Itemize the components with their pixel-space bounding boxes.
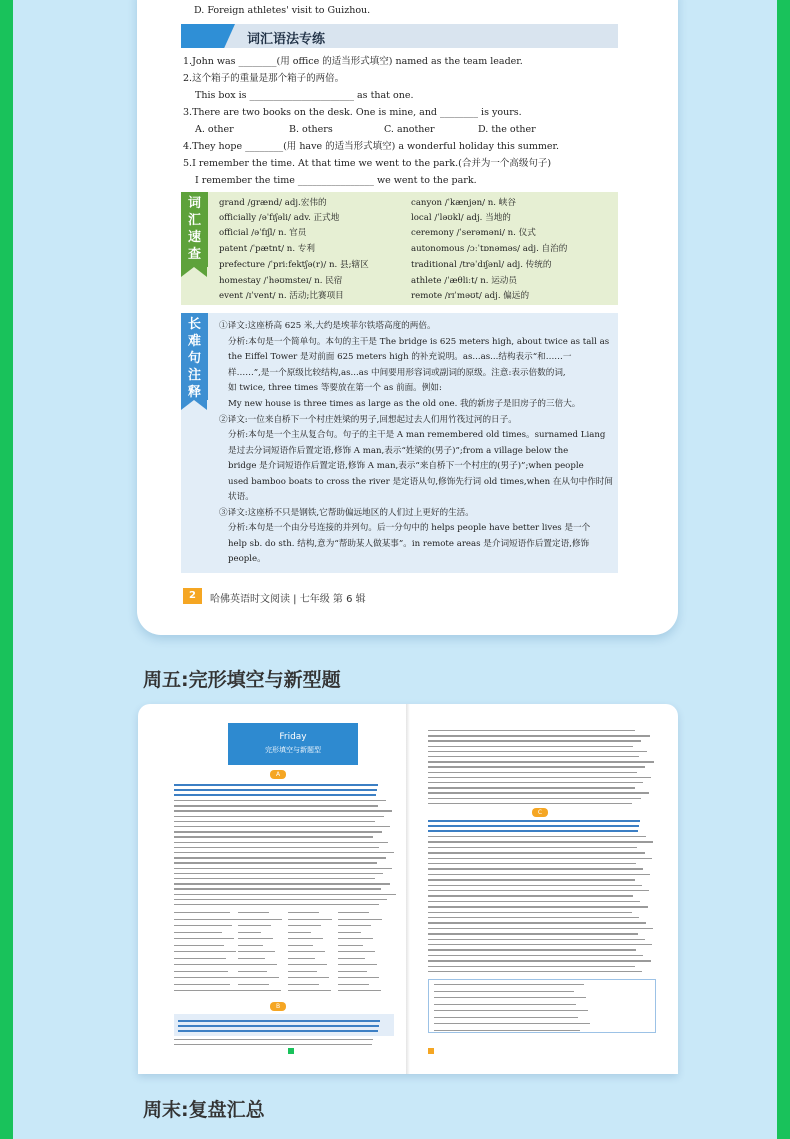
mini-text-line [338, 925, 371, 926]
mini-text-line [178, 1020, 380, 1022]
mini-text-line [178, 1025, 379, 1027]
mini-text-line [338, 938, 373, 939]
friday-heading: 周五:完形填空与新型题 [143, 669, 341, 691]
mini-text-line [428, 933, 638, 934]
mini-text-line [238, 964, 277, 965]
mini-text-line [434, 991, 574, 992]
mini-text-line [238, 945, 263, 946]
note-line: 分析:本句是一个简单句。本句的主干是 The bridge is 625 meters high, about twice as tall as [228, 337, 610, 347]
mini-text-line [174, 789, 377, 791]
mini-text-line [428, 901, 640, 902]
spread-fold [406, 704, 410, 1074]
note-line: ①译文:这座桥高 625 米,大约是埃菲尔铁塔高度的两倍。 [219, 321, 436, 331]
mini-text-line [428, 772, 637, 773]
mini-text-line [238, 932, 261, 933]
mini-text-line [428, 922, 646, 923]
question-5-line: I remember the time ________________ we went to the park. [195, 175, 477, 186]
mini-text-line [174, 912, 230, 913]
section-banner [181, 24, 618, 48]
mini-text-line [238, 951, 275, 952]
mini-text-line [428, 751, 647, 752]
question-4: 4.They hope ________(用 have 的适当形式填空) a wonderful holiday this summer. [183, 141, 559, 152]
mini-text-line [434, 1010, 588, 1011]
question-3-option-a: A. other [195, 124, 234, 135]
mini-text-line [174, 932, 222, 933]
mini-text-line [428, 890, 649, 891]
mini-text-line [174, 862, 377, 863]
mini-text-line [338, 919, 382, 920]
mini-text-line [338, 912, 369, 913]
mini-text-line [174, 904, 379, 905]
friday-title: Friday [279, 732, 307, 742]
mini-text-line [428, 971, 642, 972]
vocab-item: prefecture /ˈpriːfektʃə(r)/ n. 县;辖区 [219, 260, 369, 270]
mini-text-line [174, 925, 232, 926]
mini-text-line [174, 883, 390, 884]
mini-text-line [174, 852, 394, 853]
mini-footer-left [288, 1048, 294, 1056]
mini-text-line [178, 1030, 378, 1032]
mini-text-line [428, 966, 635, 967]
mini-text-line [338, 971, 367, 972]
book-spread-preview [138, 704, 678, 1074]
mini-text-line [174, 1044, 372, 1045]
vocab-item: remote /rɪˈməʊt/ adj. 偏远的 [411, 291, 530, 301]
mini-text-line [338, 984, 369, 985]
note-line: 分析:本句是一个由分号连接的并列句。后一分句中的 helps people have better lives 是一个 [228, 523, 591, 533]
options-box [428, 979, 656, 1033]
mini-text-line [238, 938, 273, 939]
mini-text-line [174, 977, 240, 978]
mini-text-line [174, 899, 387, 900]
mini-text-line [174, 805, 378, 806]
mini-text-line [174, 816, 384, 817]
mini-text-line [428, 830, 638, 832]
mini-text-line [174, 868, 392, 869]
mini-text-line [428, 740, 641, 741]
note-line: bridge 是介词短语作后置定语,修饰 A man,表示“来自桥下一个村庄的(男子)”;when people [228, 461, 584, 471]
mini-text-line [288, 932, 311, 933]
book-title-footer: 哈佛英语时文阅读 | 七年级 第 6 辑 [210, 594, 366, 605]
mini-text-line [288, 958, 315, 959]
mini-text-line [288, 971, 317, 972]
mini-text-line [174, 878, 375, 879]
mini-text-line [428, 798, 641, 799]
question-3-option-d: D. the other [478, 124, 536, 135]
mini-text-line [288, 919, 332, 920]
mini-text-line [428, 863, 636, 864]
mini-text-line [428, 858, 652, 859]
mini-text-line [428, 766, 645, 767]
vocab-item: patent /ˈpætnt/ n. 专利 [219, 244, 315, 254]
question-2-line: This box is ______________________ as that one. [195, 90, 414, 101]
vocabulary-tab: 词 汇 速 查 [181, 192, 208, 267]
mini-text-line [174, 784, 378, 786]
mini-text-line [174, 951, 236, 952]
mini-text-line [338, 990, 381, 991]
mini-text-line [174, 990, 242, 991]
mini-text-line [174, 894, 396, 895]
mini-text-line [174, 800, 386, 801]
mini-text-line [238, 958, 265, 959]
friday-subtitle: 完形填空与新题型 [265, 746, 321, 754]
section-c-badge: C [532, 808, 548, 817]
friday-title-box [228, 723, 358, 765]
mini-text-line [288, 951, 325, 952]
mini-text-line [428, 852, 645, 853]
mini-text-line [428, 874, 650, 875]
mini-text-line [174, 938, 234, 939]
mini-text-line [428, 777, 651, 778]
note-line: people。 [228, 554, 266, 564]
mini-text-line [428, 735, 650, 736]
mini-text-line [428, 730, 635, 731]
weekend-heading: 周末:复盘汇总 [143, 1099, 265, 1121]
mini-text-line [288, 912, 319, 913]
mini-text-line [338, 964, 377, 965]
mini-text-line [434, 1017, 578, 1018]
mini-text-line [434, 1030, 580, 1031]
mini-text-line [288, 964, 327, 965]
mini-text-line [174, 964, 238, 965]
mini-text-line [338, 945, 363, 946]
mini-text-line [428, 912, 632, 913]
mini-text-line [428, 906, 648, 907]
question-5: 5.I remember the time. At that time we went to the park.(合并为一个高级句子) [183, 158, 552, 169]
vocab-item: officially /əˈfɪʃəli/ adv. 正式地 [219, 213, 340, 223]
vocab-item: local /ˈləʊkl/ adj. 当地的 [411, 213, 511, 223]
mini-text-line [434, 1004, 576, 1005]
vocab-item: homestay /ˈhəʊmsteɪ/ n. 民宿 [219, 276, 343, 286]
mini-text-line [174, 847, 379, 848]
mini-text-line [174, 836, 373, 837]
question-3-option-b: B. others [289, 124, 333, 135]
mini-text-line [428, 803, 632, 804]
note-line: 如 twice, three times 等要放在第一个 as 前面。例如: [228, 383, 442, 393]
mini-text-line [428, 944, 652, 945]
mini-text-line [434, 997, 586, 998]
mini-text-line [428, 955, 643, 956]
mini-text-line [428, 761, 654, 762]
vocab-item: ceremony /ˈserəməni/ n. 仪式 [411, 228, 536, 238]
mini-text-line [238, 977, 279, 978]
mini-text-line [174, 826, 390, 827]
vocab-item: athlete /ˈæθliːt/ n. 运动员 [411, 276, 517, 286]
mini-text-line [428, 820, 640, 822]
mini-footer-right [428, 1048, 434, 1056]
mini-text-line [174, 821, 375, 822]
mini-text-line [428, 928, 653, 929]
note-line: 是过去分词短语作后置定语,修饰 A man,表示“姓梁的(男子)”;from a village below the [228, 446, 569, 456]
mini-text-line [428, 841, 653, 842]
mini-text-line [288, 984, 319, 985]
note-line: ②译文:一位来自桥下一个村庄姓梁的男子,回想起过去人们用竹筏过河的日子。 [219, 415, 517, 425]
banner-accent [181, 24, 235, 48]
vocab-item: event /ɪˈvent/ n. 活动;比赛项目 [219, 291, 344, 301]
vocab-item: traditional /trəˈdɪʃənl/ adj. 传统的 [411, 260, 552, 270]
mini-text-line [428, 847, 637, 848]
mini-text-line [428, 756, 639, 757]
mini-text-line [428, 879, 635, 880]
mini-text-line [428, 895, 633, 896]
question-2: 2.这个箱子的重量是那个箱子的两倍。 [183, 73, 345, 84]
mini-text-line [174, 945, 224, 946]
mini-text-line [174, 958, 226, 959]
mini-text-line [174, 810, 392, 811]
mini-text-line [238, 912, 269, 913]
note-line: the Eiffel Tower 是对前面 625 meters high 的补充说明。as...as...结构表示“和……一 [228, 352, 572, 362]
mini-text-line [338, 977, 379, 978]
note-line: ③译文:这座桥不只是钢铁,它帮助偏远地区的人们过上更好的生活。 [219, 508, 474, 518]
section-b-badge: B [270, 1002, 286, 1011]
mini-text-line [428, 825, 639, 827]
mini-text-line [428, 949, 636, 950]
section-a-badge: A [270, 770, 286, 779]
question-3-option-c: C. another [384, 124, 435, 135]
mini-text-line [174, 919, 243, 920]
note-line: help sb. do sth. 结构,意为“帮助某人做某事”。in remote areas 是介词短语作后置定语,修饰 [228, 539, 590, 549]
mini-text-line [174, 857, 386, 858]
mini-text-line [338, 951, 375, 952]
vocab-item: official /əˈfɪʃl/ n. 官员 [219, 228, 307, 238]
mini-text-line [174, 1039, 373, 1040]
note-line: used bamboo boats to cross the river 是定语从句,修饰先行词 old times,when 在从句中作时间 [228, 477, 613, 487]
mini-text-line [174, 888, 381, 889]
note-line: My new house is three times as large as the old one. 我的新房子是旧房子的三倍大。 [228, 399, 581, 409]
mini-text-line [174, 831, 382, 832]
mini-text-line [428, 787, 635, 788]
option-d-text: D. Foreign athletes' visit to Guizhou. [194, 5, 371, 16]
mini-text-line [288, 945, 313, 946]
vocab-item: canyon /ˈkænjən/ n. 峡谷 [411, 198, 516, 208]
mini-text-line [238, 990, 281, 991]
mini-text-line [288, 925, 321, 926]
mini-text-line [428, 782, 643, 783]
mini-text-line [174, 873, 383, 874]
mini-text-line [174, 794, 376, 796]
mini-text-line [238, 984, 269, 985]
mini-text-line [428, 960, 651, 961]
mini-text-line [428, 868, 643, 869]
note-line: 分析:本句是一个主从复合句。句子的主干是 A man remembered old times。surnamed Liang [228, 430, 606, 440]
mini-text-line [434, 1023, 590, 1024]
mini-text-line [238, 925, 271, 926]
mini-text-line [174, 842, 388, 843]
mini-text-line [428, 746, 633, 747]
note-line: 样……”,是一个原级比较结构,as...as 中间要用形容词或副词的原级。注意:表示倍数的词, [228, 368, 566, 378]
mini-text-line [338, 932, 361, 933]
mini-text-line [428, 885, 642, 886]
mini-text-line [238, 919, 282, 920]
page-number: 2 [183, 588, 202, 604]
mini-text-line [288, 938, 323, 939]
question-3: 3.There are two books on the desk. One is mine, and ________ is yours. [183, 107, 522, 118]
vocab-item: autonomous /ɔːˈtɒnəməs/ adj. 自治的 [411, 244, 568, 254]
mini-text-line [288, 977, 329, 978]
mini-text-line [428, 836, 646, 837]
mini-text-line [238, 971, 267, 972]
mini-text-line [338, 958, 365, 959]
sentence-notes-tab: 长 难 句 注 释 [181, 313, 208, 400]
mini-text-line [428, 792, 649, 793]
mini-text-line [428, 939, 645, 940]
mini-text-line [174, 984, 230, 985]
vocab-item: grand /ɡrænd/ adj.宏伟的 [219, 198, 327, 208]
mini-text-line [288, 990, 331, 991]
section-title: 词汇语法专练 [247, 32, 326, 47]
mini-text-line [428, 917, 639, 918]
note-line: 状语。 [228, 492, 254, 502]
mini-text-line [174, 971, 228, 972]
question-1: 1.John was ________(用 office 的适当形式填空) named as the team leader. [183, 56, 523, 67]
mini-text-line [434, 984, 584, 985]
